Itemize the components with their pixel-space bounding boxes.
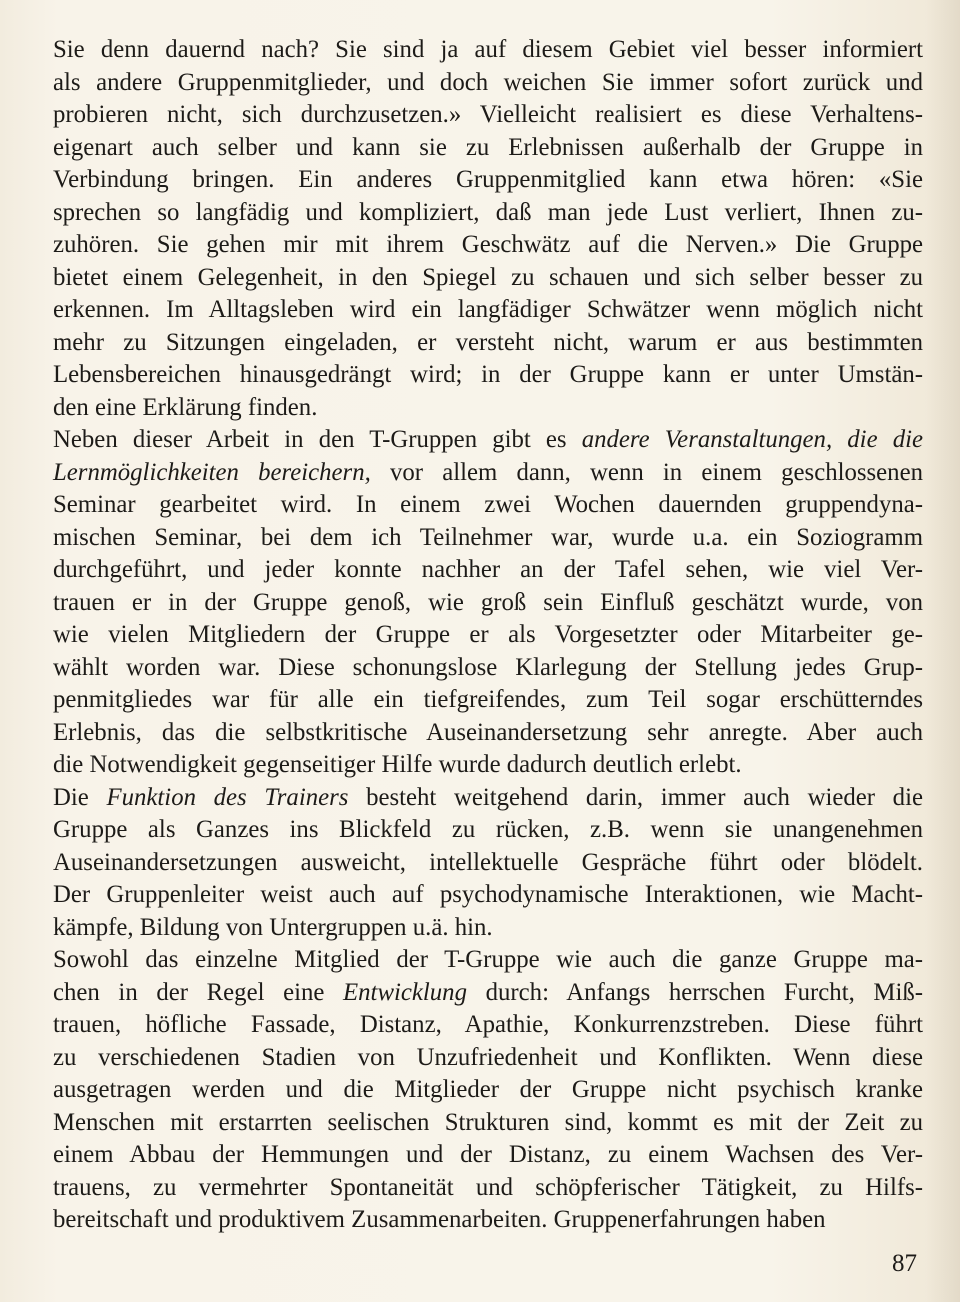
text-line: zuhören. Sie gehen mir mit ihrem Geschwätz auf die Nerven.» Die Gruppe (53, 231, 923, 258)
text-line: trauen er in der Gruppe genoß, wie groß sein Einfluß geschätzt wurde, von (53, 588, 923, 616)
text-line: trauen, höfliche Fassade, Distanz, Apathie, Konkurrenzstreben. Diese führt (53, 1011, 923, 1038)
text-line: eigenart auch selber und kann sie zu Erlebnissen außerhalb der Gruppe in (53, 133, 923, 161)
text-line: Sie denn dauernd nach? Sie sind ja auf diesem Gebiet viel besser informiert (53, 36, 923, 63)
text-line: durchgeführt, und jeder konnte nachher an der Tafel sehen, wie viel Ver- (53, 556, 923, 583)
text-line: sprechen so langfädig und kompliziert, daß man jede Lust verliert, Ihnen zu- (53, 198, 923, 226)
text-line: Der Gruppenleiter weist auch auf psychodynamische Interaktionen, wie Macht- (53, 881, 923, 908)
text-line: erkennen. Im Alltagsleben wird ein langfädiger Schwätzer wenn möglich nicht (53, 296, 923, 323)
text-line: Neben dieser Arbeit in den T-Gruppen gibt es andere Veranstaltungen, die die (53, 426, 923, 453)
text-line: Lernmöglichkeiten bereichern, vor allem dann, wenn in einem geschlossenen (53, 458, 923, 486)
text-line: als andere Gruppenmitglieder, und doch weichen Sie immer sofort zurück und (53, 68, 923, 96)
text-line: Lebensbereichen hinausgedrängt wird; in der Gruppe kann er unter Umstän- (53, 361, 923, 388)
text-line: probieren nicht, sich durchzusetzen.» Vielleicht realisiert es diese Verhaltens- (53, 101, 923, 128)
text-line: zu verschiedenen Stadien von Unzufriedenheit und Konflikten. Wenn diese (53, 1043, 923, 1071)
text-line: mischen Seminar, bei dem ich Teilnehmer war, wurde u.a. ein Soziogramm (53, 523, 923, 551)
text-line: Verbindung bringen. Ein anderes Gruppenmitglied kann etwa hören: «Sie (53, 166, 923, 193)
text-line: kämpfe, Bildung von Untergruppen u.ä. hin. (53, 913, 493, 941)
text-line: bereitschaft und produktivem Zusammenarbeiten. Gruppenerfahrungen haben (53, 1206, 826, 1233)
emphasized-phrase: Funktion des Trainers (106, 783, 349, 811)
text-line: Auseinandersetzungen ausweicht, intellektuelle Gespräche führt oder blödelt. (53, 848, 923, 876)
text-line: ausgetragen werden und die Mitglieder der Gruppe nicht psychisch kranke (53, 1076, 923, 1103)
emphasized-phrase: Entwicklung (343, 978, 467, 1006)
text-line: bietet einem Gelegenheit, in den Spiegel zu schauen und sich selber besser zu (53, 263, 923, 291)
page-number: 87 (892, 1250, 917, 1277)
body-text (53, 34, 923, 1237)
text-line: Sowohl das einzelne Mitglied der T-Gruppe wie auch die ganze Gruppe ma- (53, 946, 923, 973)
page-edge-shadow (926, 0, 960, 1302)
text-line: einem Abbau der Hemmungen und der Distanz, zu einem Wachsen des Ver- (53, 1141, 923, 1168)
emphasized-phrase: andere Veranstaltungen, die die (581, 426, 923, 453)
text-line: die Notwendigkeit gegenseitiger Hilfe wurde dadurch deutlich erlebt. (53, 751, 742, 778)
text-line: Erlebnis, das die selbstkritische Auseinandersetzung sehr anregte. Aber auch (53, 718, 923, 746)
text-line: Seminar gearbeitet wird. In einem zwei Wochen dauernden gruppendyna- (53, 491, 923, 518)
text-line: trauens, zu vermehrter Spontaneität und schöpferischer Tätigkeit, zu Hilfs- (53, 1173, 923, 1201)
text-line: wählt worden war. Diese schonungslose Klarlegung der Stellung jedes Grup- (53, 653, 923, 681)
text-line: Menschen mit erstarrten seelischen Strukturen sind, kommt es mit der Zeit zu (53, 1108, 923, 1136)
text-line: Die Funktion des Trainers besteht weitgehend darin, immer auch wieder die (53, 783, 923, 811)
text-line: mehr zu Sitzungen eingeladen, er versteht nicht, warum er aus bestimmten (53, 328, 923, 356)
text-line: den eine Erklärung finden. (53, 393, 318, 421)
text-line: penmitgliedes war für alle ein tiefgreifendes, zum Teil sogar erschütterndes (53, 686, 923, 713)
emphasized-phrase: Lernmöglichkeiten bereichern, (53, 458, 371, 486)
text-line: wie vielen Mitgliedern der Gruppe er als Vorgesetzter oder Mitarbeiter ge- (53, 621, 923, 648)
text-line: chen in der Regel eine Entwicklung durch: Anfangs herrschen Furcht, Miß- (53, 978, 923, 1006)
text-line: Gruppe als Ganzes ins Blickfeld zu rücken, z.B. wenn sie unangenehmen (53, 816, 923, 843)
